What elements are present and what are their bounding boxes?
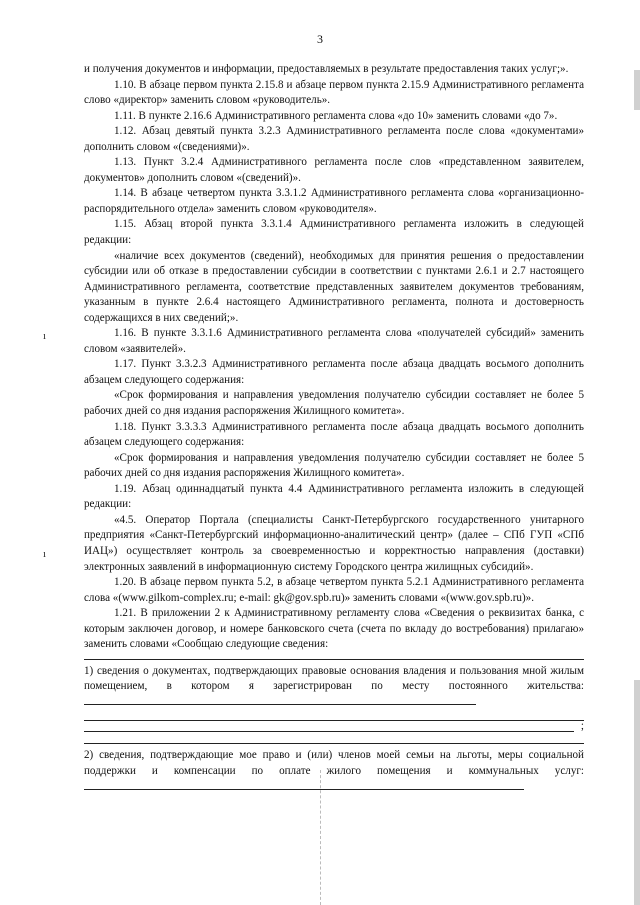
form-divider-2 — [84, 743, 584, 744]
paragraph-1-20: 1.20. В абзаце первом пункта 5.2, в абзаце четвертом пункта 5.2.1 Административного регламента слова «(www.gilkom-complex.ru; e-mail: gk@gov.spb.ru)» заменить словами «(www.gov.spb.ru)». — [84, 576, 584, 604]
form-item-1-last-line — [84, 721, 584, 735]
form-item-1-blank-line-2 — [84, 731, 574, 732]
paragraph-1-16: 1.16. В пункте 3.3.1.6 Административного регламента слова «получателей субсидий» заменить словом «заявителей». — [84, 327, 584, 355]
paragraph-1-18: 1.18. Пункт 3.3.3.3 Административного регламента после абзаца двадцать восьмого дополнить абзацем следующего содержания: — [84, 420, 584, 449]
form-item-1-blank-inline — [84, 695, 476, 705]
paragraph-continuation: и получения документов и информации, предоставляемых в результате предоставления таких услуг;». — [84, 63, 569, 75]
form-item-1 — [84, 664, 584, 711]
form-item-2-blank-inline — [84, 780, 524, 790]
quote-1-19: «4.5. Оператор Портала (специалисты Санкт-Петербургского государственного унитарного предприятия «Санкт-Петербургский информационно-аналитический центр» (далее – СПб ГУП «СПб ИАЦ») осуществляет контроль за своевременностью и корректностью направления (доставки) электронных заявлений в информационную систему Городского центра жилищных субсидий». — [84, 513, 584, 573]
paragraph-1-11: 1.11. В пункте 2.16.6 Административного регламента слова «до 10» заменить словами «до 7». — [114, 109, 558, 122]
paragraph-1-10: 1.10. В абзаце первом пункта 2.15.8 и абзаце первом пункта 2.15.9 Административного регламента слово «директор» заменить словом «руководитель». — [84, 78, 584, 107]
margin-mark-icon: ı — [43, 330, 47, 342]
paragraph-1-17: 1.17. Пункт 3.3.2.3 Административного регламента после абзаца двадцать восьмого дополнить абзацем следующего содержания: — [84, 358, 584, 386]
form-item-2 — [84, 748, 584, 795]
form-item-1-semicolon: ; — [580, 720, 584, 733]
document-body — [84, 62, 584, 795]
paragraph-1-14: 1.14. В абзаце четвертом пункта 3.3.1.2 Административного регламента слова «организационно-распорядительного отдела» заменить словом «руководителя». — [84, 187, 584, 215]
scan-edge-shadow — [634, 680, 640, 905]
form-divider — [84, 659, 584, 660]
paragraph-1-12: 1.12. Абзац девятый пункта 3.2.3 Административного регламента после слова «документами» дополнить словом «(сведениями)». — [84, 125, 584, 153]
quote-1-17: «Срок формирования и направления уведомления получателю субсидии составляет не более 5 рабочих дней со дня издания распоряжения Жилищного комитета». — [84, 389, 584, 418]
margin-mark-icon: ı — [43, 548, 47, 560]
fold-crease — [320, 770, 321, 905]
form-item-1-text: 1) сведения о документах, подтверждающих правовые основания владения и пользования мной жилым помещением, в котором я зарегистрирован по месту постоянного жительства: — [84, 664, 584, 693]
quote-1-15: «наличие всех документов (сведений), необходимых для принятия решения о предоставлении субсидии или об отказе в предоставлении субсидии в соответствии с пунктами 2.6.1 и 2.7 настоящего Административного регламента, соответствие представленных заявителем документов требованиям, указанным в пункте 2.6.4 настоящего Административного регламента, полнота и достоверность содержащихся в них сведений;». — [84, 249, 584, 324]
paragraph-1-19: 1.19. Абзац одиннадцатый пункта 4.4 Административного регламента изложить в следующей редакции: — [84, 482, 584, 511]
form-item-2-text: 2) сведения, подтверждающие мое право и (или) членов моей семьи на льготы, меры социальной поддержки и компенсации по оплате жилого помещения и коммунальных услуг: — [84, 749, 584, 777]
quote-1-18: «Срок формирования и направления уведомления получателю субсидии составляет не более 5 рабочих дней со дня издания распоряжения Жилищного комитета». — [84, 451, 584, 480]
paragraph-1-21: 1.21. В приложении 2 к Административному регламенту слова «Сведения о реквизитах банка, с которым заключен договор, и номере банковского счета (счета по вкладу до востребования) прилагаю» заменить словами «Сообщаю следующие сведения: — [84, 607, 584, 651]
scan-edge-shadow — [634, 70, 640, 110]
paragraph-1-15: 1.15. Абзац второй пункта 3.3.1.4 Административного регламента изложить в следующей редакции: — [84, 218, 584, 247]
page-number: 3 — [317, 32, 323, 46]
paragraph-1-13: 1.13. Пункт 3.2.4 Административного регламента после слов «представленном заявителем, документов» дополнить словом «(сведений)». — [84, 156, 584, 184]
